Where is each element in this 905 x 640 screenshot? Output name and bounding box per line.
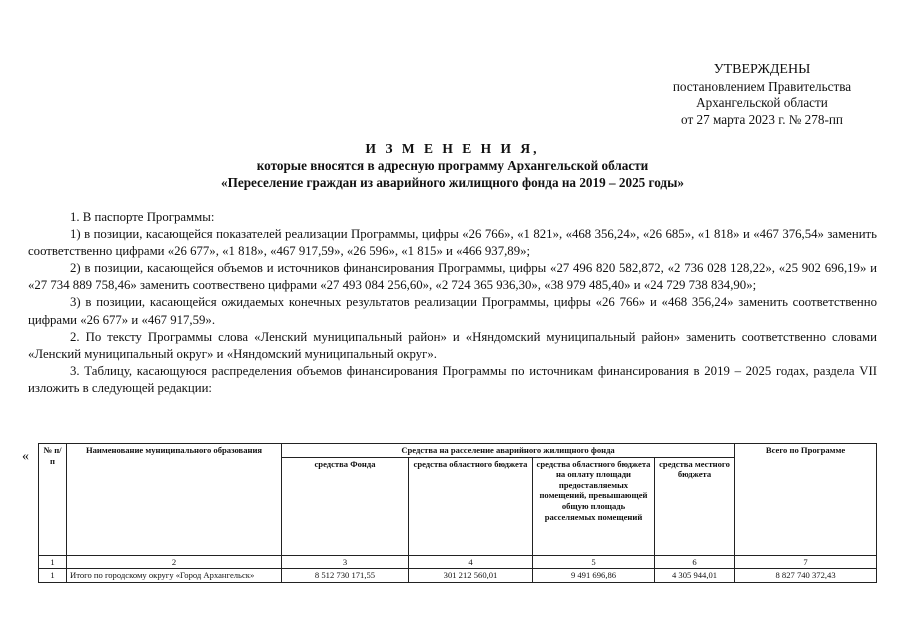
header-fund: средства Фонда (282, 457, 409, 555)
title-subtitle: которые вносятся в адресную программу Архангельской области (256, 158, 649, 173)
paragraph: 3. Таблицу, касающуюся распределения объемов финансирования Программы по источникам финансирования в 2019 – 2025 годах, раздела VII изложить в следующей редакции: (28, 363, 877, 395)
header-regional: средства областного бюджета (409, 457, 533, 555)
column-number: 4 (409, 555, 533, 569)
document-body (28, 209, 877, 397)
column-number-row (39, 555, 877, 569)
row-regional: 301 212 560,01 (409, 569, 533, 583)
paragraph: 3) в позиции, касающейся ожидаемых конечных результатов реализации Программы, цифры «26 766» и «468 356,24» заменить соответственно цифрами «26 677» и «467 917,59». (28, 295, 877, 327)
paragraph: 2. По тексту Программы слова «Ленский муниципальный район» и «Няндомский муниципальный район» заменить соответственно словами «Ленский муниципальный округ» и «Няндомский муниципальный округ». (28, 329, 877, 361)
header-name: Наименование муниципального образования (67, 444, 282, 556)
column-number: 7 (735, 555, 877, 569)
header-num: № п/п (39, 444, 67, 556)
paragraph: 1) в позиции, касающейся показателей реализации Программы, цифры «26 766», «1 821», «468 356,24», «26 685», «1 818» и «467 376,54» заменить соответственно цифрами «26 677», «1 818», «467 917,59», «26 596», «1 815» и «466 937,89»; (28, 227, 877, 259)
paragraph: 2) в позиции, касающейся объемов и источников финансирования Программы, цифры «27 496 820 582,872, «2 736 028 128,22», «25 902 696,19» и «27 734 889 758,46» заменить соотвествено цифрами «27 493 084 256,60», «2 724 365 936,30», «38 979 485,40» и «24 729 738 834,90»; (28, 261, 877, 293)
row-name: Итого по городскому округу «Город Архангельск» (67, 569, 282, 583)
header-regional-excess: средства областного бюджета на оплату площади предоставляемых помещений, превышающей общую площадь расселяемых помещений (533, 457, 655, 555)
table-row (39, 569, 877, 583)
column-number: 5 (533, 555, 655, 569)
column-number: 6 (655, 555, 735, 569)
header-funds-group: Средства на расселение аварийного жилищного фонда (282, 444, 735, 458)
header-total: Всего по Программе (735, 444, 877, 556)
header-local: средства местного бюджета (655, 457, 735, 555)
row-num: 1 (39, 569, 67, 583)
row-regional-excess: 9 491 696,86 (533, 569, 655, 583)
title-changes: И З М Е Н Е Н И Я, (365, 141, 540, 156)
document-title (0, 140, 905, 191)
title-program-name: «Переселение граждан из аварийного жилищного фонда на 2019 – 2025 годы» (220, 175, 684, 190)
row-fund: 8 512 730 171,55 (282, 569, 409, 583)
column-number: 2 (67, 555, 282, 569)
row-local: 4 305 944,01 (655, 569, 735, 583)
funding-table (38, 443, 877, 583)
column-number: 1 (39, 555, 67, 569)
approval-heading: УТВЕРЖДЕНЫ (713, 62, 811, 77)
approval-line: постановлением Правительства (672, 78, 852, 94)
approval-stamp (657, 62, 867, 128)
paragraph: 1. В паспорте Программы: (70, 210, 215, 224)
row-total: 8 827 740 372,43 (735, 569, 877, 583)
opening-quote: « (22, 449, 29, 464)
approval-date: от 27 марта 2023 г. № 278-пп (681, 111, 843, 127)
column-number: 3 (282, 555, 409, 569)
approval-line: Архангельской области (696, 95, 828, 110)
